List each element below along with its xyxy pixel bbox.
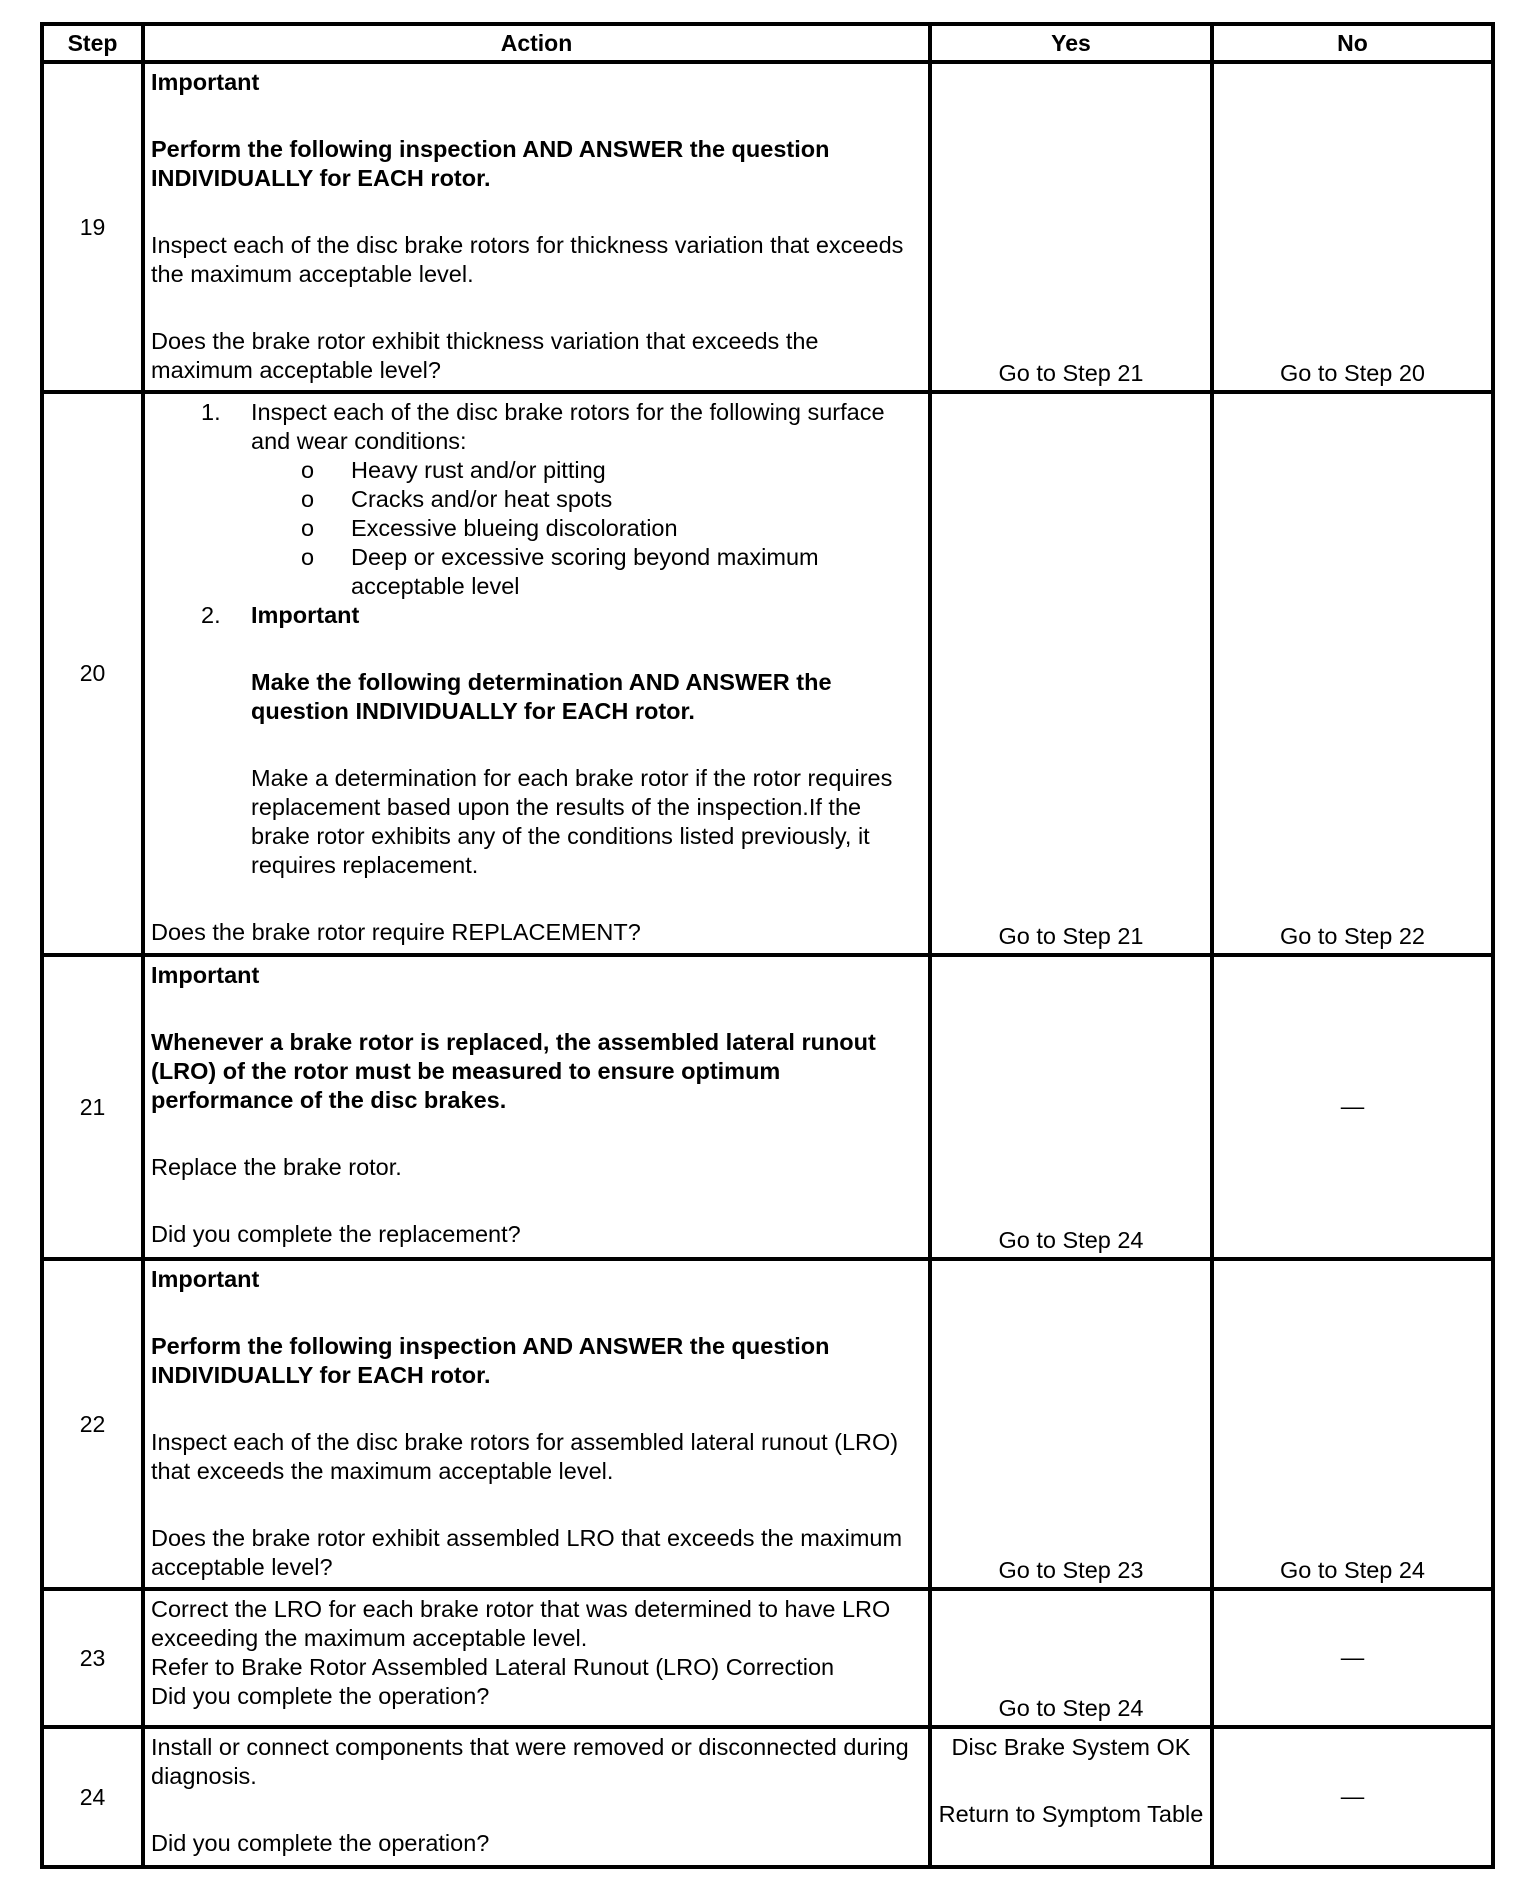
action-cell	[143, 1589, 930, 1727]
item-number: 2.	[201, 602, 221, 628]
header-no: No	[1212, 24, 1493, 62]
header-action: Action	[143, 24, 930, 62]
table-row-step-19	[42, 62, 1493, 392]
action-cell	[143, 955, 930, 1259]
action-cell	[143, 1259, 930, 1589]
table-row-step-22	[42, 1259, 1493, 1589]
header-step: Step	[42, 24, 143, 62]
step-number: 24	[42, 1727, 143, 1867]
list-item: o Heavy rust and/or pitting	[301, 457, 606, 483]
action-cell	[143, 392, 930, 955]
instruction-text: Install or connect components that were removed or disconnected during diagnosis.	[151, 1734, 909, 1789]
no-cell: —	[1212, 1589, 1493, 1727]
question-text: Did you complete the operation?	[151, 1683, 490, 1709]
reference-link[interactable]: Refer to Brake Rotor Assembled Lateral Runout (LRO) Correction	[151, 1654, 835, 1680]
no-cell: —	[1212, 1727, 1493, 1867]
question-text: Did you complete the operation?	[151, 1830, 490, 1856]
procedure-item-2	[151, 601, 922, 880]
bullet-icon: o	[301, 515, 315, 541]
list-item: o Deep or excessive scoring beyond maximum acceptable level	[301, 544, 819, 599]
item-text: Inspect each of the disc brake rotors for the following surface and wear conditions:	[251, 399, 885, 454]
step-number: 20	[42, 392, 143, 955]
no-cell: Go to Step 24	[1212, 1259, 1493, 1589]
instruction-text: Inspect each of the disc brake rotors for assembled lateral runout (LRO) that exceeds the maximum acceptable level.	[151, 1429, 899, 1484]
important-label: Important	[251, 602, 360, 628]
important-note: Perform the following inspection AND ANSWER the question INDIVIDUALLY for EACH rotor.	[151, 1333, 830, 1388]
bullet-icon: o	[301, 544, 315, 570]
important-note: Perform the following inspection AND ANSWER the question INDIVIDUALLY for EACH rotor.	[151, 136, 830, 191]
instruction-text: Correct the LRO for each brake rotor that was determined to have LRO exceeding the maximum acceptable level.	[151, 1596, 891, 1651]
step-number: 19	[42, 62, 143, 392]
instruction-text: Replace the brake rotor.	[151, 1154, 402, 1180]
step-number: 23	[42, 1589, 143, 1727]
important-label: Important	[151, 69, 260, 95]
step-number: 22	[42, 1259, 143, 1589]
action-cell	[143, 62, 930, 392]
yes-cell	[930, 1727, 1212, 1867]
table-row-step-20	[42, 392, 1493, 955]
yes-cell: Go to Step 21	[930, 62, 1212, 392]
list-item: o Cracks and/or heat spots	[301, 486, 613, 512]
important-note: Whenever a brake rotor is replaced, the assembled lateral runout (LRO) of the rotor must be measured to ensure optimum performance of the disc brakes.	[151, 1029, 876, 1113]
important-label: Important	[151, 962, 260, 988]
list-item: o Excessive blueing discoloration	[301, 515, 678, 541]
important-label: Important	[151, 1266, 260, 1292]
instruction-text: Inspect each of the disc brake rotors for thickness variation that exceeds the maximum acceptable level.	[151, 232, 904, 287]
yes-result: Disc Brake System OK	[951, 1734, 1191, 1760]
no-cell: Go to Step 20	[1212, 62, 1493, 392]
conditions-list	[251, 456, 922, 601]
procedure-item-1	[151, 398, 922, 601]
question-text: Did you complete the replacement?	[151, 1221, 521, 1247]
question-text: Does the brake rotor exhibit assembled LRO that exceeds the maximum acceptable level?	[151, 1525, 903, 1580]
question-text: Does the brake rotor require REPLACEMENT?	[151, 919, 641, 945]
yes-cell: Go to Step 24	[930, 1589, 1212, 1727]
symptom-table-link[interactable]: Return to Symptom Table	[938, 1801, 1204, 1827]
header-yes: Yes	[930, 24, 1212, 62]
procedure-list	[151, 398, 922, 880]
no-cell: —	[1212, 955, 1493, 1259]
diagnostic-table	[40, 22, 1495, 1869]
yes-cell: Go to Step 23	[930, 1259, 1212, 1589]
item-number: 1.	[201, 399, 221, 425]
important-note: Make the following determination AND ANSWER the question INDIVIDUALLY for EACH rotor.	[251, 669, 832, 724]
step-number: 21	[42, 955, 143, 1259]
bullet-icon: o	[301, 457, 315, 483]
table-row-step-24	[42, 1727, 1493, 1867]
header-row	[42, 24, 1493, 62]
yes-cell: Go to Step 21	[930, 392, 1212, 955]
action-cell	[143, 1727, 930, 1867]
instruction-text: Make a determination for each brake rotor if the rotor requires replacement based upon the results of the inspection.If the brake rotor exhibits any of the conditions listed previously, it requires replacement.	[251, 765, 893, 878]
question-text: Does the brake rotor exhibit thickness variation that exceeds the maximum acceptable level?	[151, 328, 819, 383]
table-row-step-23	[42, 1589, 1493, 1727]
yes-cell: Go to Step 24	[930, 955, 1212, 1259]
table-row-step-21	[42, 955, 1493, 1259]
bullet-icon: o	[301, 486, 315, 512]
no-cell: Go to Step 22	[1212, 392, 1493, 955]
